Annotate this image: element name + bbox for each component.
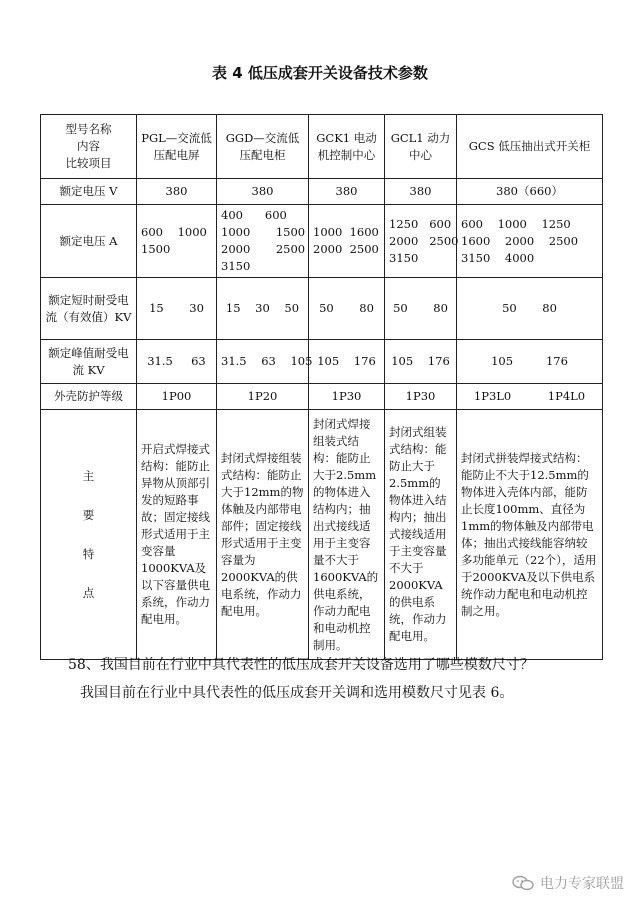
table-cell: 50 80 <box>457 278 603 340</box>
table-cell: 31.5 63 105 <box>217 340 309 384</box>
column-header: GCK1 电动机控制中心 <box>309 115 385 179</box>
table-cell: 380 <box>137 179 217 205</box>
table-cell: 1P00 <box>137 384 217 410</box>
header-line: 比较项目 <box>65 156 112 170</box>
answer-paragraph: 我国目前在行业中具代表性的低压成套开关调和选用模数尺寸见表 6。 <box>80 685 514 701</box>
column-header: GGD—交流低压配电柜 <box>217 115 309 179</box>
feature-cell: 封闭式拼装焊接式结构：能防止不大于12.5mm的物体进入壳体内部，能防止长度100mm、直径为1mm的物体触及内部带电体；抽出式接线能容纳较多功能单元（22个），适用于2000KVA及以下供电系统作动力配电和电动机控制之用。 <box>457 410 603 660</box>
header-corner-cell <box>41 115 137 179</box>
table-cell: 600 1000 1500 <box>137 205 217 278</box>
feature-cell: 封闭式组装式结构：能防止大于2.5mm的物体进入结构内；抽出式接线适用于主变容量不大于2000KVA的供电系统，作动力配电用。 <box>385 410 457 660</box>
row-label: 额定电压 V <box>41 179 137 205</box>
features-label <box>41 410 137 660</box>
row-label: 额定峰值耐受电流 KV <box>41 340 137 384</box>
row-label: 外壳防护等级 <box>41 384 137 410</box>
row-label: 额定电压 A <box>41 205 137 278</box>
table-cell: 105 176 <box>309 340 385 384</box>
features-label-char: 特 <box>82 546 95 561</box>
wechat-icon <box>512 875 534 891</box>
table-cell: 1P20 <box>217 384 309 410</box>
table-cell: 600 1000 1250 1600 2000 2500 3150 4000 <box>457 205 603 278</box>
table-cell: 380 <box>309 179 385 205</box>
header-line: 内容 <box>77 139 100 153</box>
table-cell: 50 80 <box>309 278 385 340</box>
feature-cell: 封闭式焊接组装式结构：能防止大于12mm的物体触及内部带电部件；固定接线形式适用于主变容量为2000KVA的供电系统，作动力配电用。 <box>217 410 309 660</box>
table-cell: 1P30 <box>385 384 457 410</box>
table-cell: 380 <box>385 179 457 205</box>
watermark-text: 电力专家联盟 <box>540 876 624 892</box>
table-cell: 380 <box>217 179 309 205</box>
table-cell: 31.5 63 <box>137 340 217 384</box>
table-cell: 105 176 <box>457 340 603 384</box>
table-cell: 15 30 50 <box>217 278 309 340</box>
column-header: PGL—交流低压配电屏 <box>137 115 217 179</box>
table-cell: 1000 1600 2000 2500 <box>309 205 385 278</box>
table-cell: 1P30 <box>309 384 385 410</box>
header-line: 型号名称 <box>65 122 112 136</box>
feature-cell: 开启式焊接式结构：能防止异物从顶部引发的短路事故；固定接线形式适用于主变容量1000KVA及以下容量供电系统，作动力配电用。 <box>137 410 217 660</box>
features-label-char: 点 <box>82 585 95 600</box>
spec-table <box>40 114 603 660</box>
table-cell: 1P3L0 1P4L0 <box>457 384 603 410</box>
feature-cell: 封闭式焊接组装式结构：能防止大于2.5mm的物体进入结构内；抽出式接线适用于主变容量不大于1600KVA的供电系统，作动力配电和电动机控制用。 <box>309 410 385 660</box>
row-label: 额定短时耐受电流（有效值）KV <box>41 278 137 340</box>
question-paragraph: 58、我国目前在行业中具代表性的低压成套开关设备选用了哪些模数尺寸？ <box>68 657 534 673</box>
features-label-char: 要 <box>82 507 95 522</box>
column-header: GCL1 动力中心 <box>385 115 457 179</box>
table-cell: 1250 600 2000 2500 3150 <box>385 205 457 278</box>
table-cell: 400 600 1000 1500 2000 2500 3150 <box>217 205 309 278</box>
table-cell: 380（660） <box>457 179 603 205</box>
table-title: 表 4 低压成套开关设备技术参数 <box>212 64 428 82</box>
watermark <box>512 873 624 893</box>
column-header: GCS 低压抽出式开关柜 <box>457 115 603 179</box>
table-cell: 50 80 <box>385 278 457 340</box>
features-label-char: 主 <box>82 468 95 483</box>
table-cell: 15 30 <box>137 278 217 340</box>
table-cell: 105 176 <box>385 340 457 384</box>
